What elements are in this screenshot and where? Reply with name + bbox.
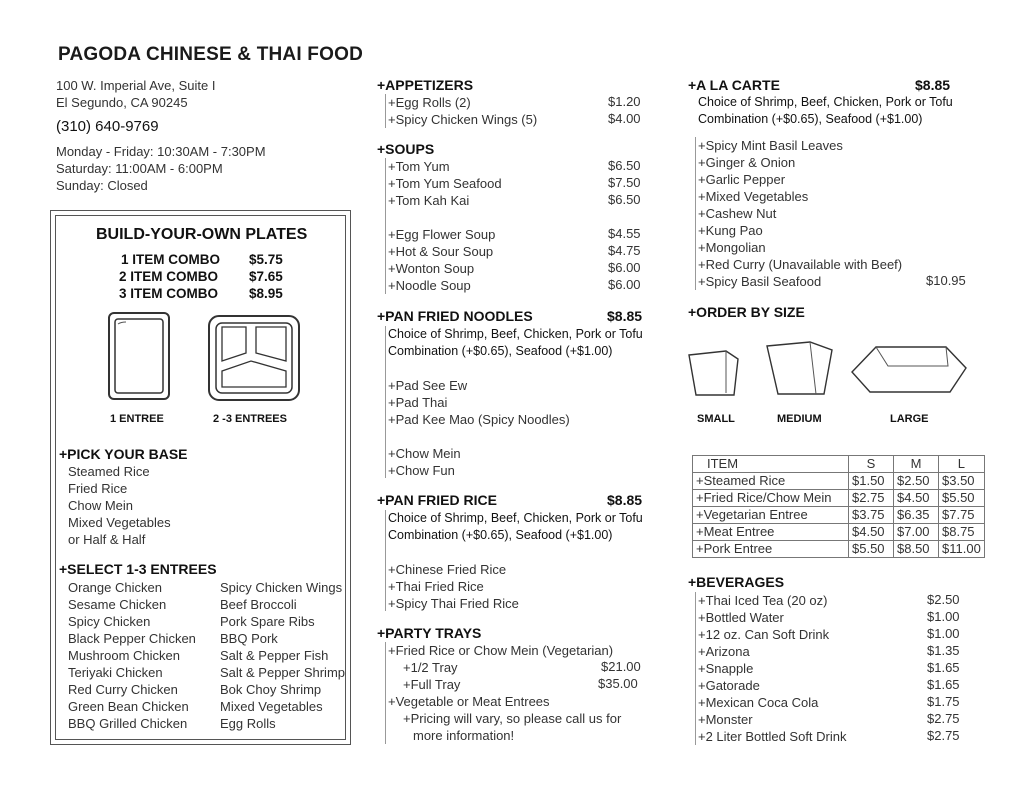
list-item: +Mongolian xyxy=(698,240,766,255)
list-item: Green Bean Chicken xyxy=(68,699,189,714)
menu-item-price: $6.00 xyxy=(608,260,641,275)
build-plates-title: BUILD-YOUR-OWN PLATES xyxy=(96,226,308,243)
table-cell: $6.35 xyxy=(894,507,939,524)
list-item: Fried Rice xyxy=(68,481,128,496)
table-cell: $5.50 xyxy=(849,541,894,558)
menu-item: +2 Liter Bottled Soft Drink xyxy=(698,729,847,744)
table-cell: +Pork Entree xyxy=(693,541,849,558)
menu-item-price: $21.00 xyxy=(601,659,641,674)
table-cell: $3.75 xyxy=(849,507,894,524)
menu-item-price: $10.95 xyxy=(926,273,966,288)
menu-item: +Fried Rice or Chow Mein (Vegetarian) xyxy=(388,643,614,658)
table-cell: $8.75 xyxy=(939,524,985,541)
table-cell: +Steamed Rice xyxy=(693,473,849,490)
three-compartment-container-icon xyxy=(206,313,302,403)
menu-item-price: $1.35 xyxy=(927,643,960,658)
list-item: BBQ Pork xyxy=(220,631,278,646)
combo-3-price: $8.95 xyxy=(249,286,283,301)
list-item: Orange Chicken xyxy=(68,580,162,595)
list-item: Black Pepper Chicken xyxy=(68,631,196,646)
alacarte-desc-1: Choice of Shrimp, Beef, Chicken, Pork or Tofu xyxy=(698,95,953,109)
pan-noodles-price: $8.85 xyxy=(607,308,643,324)
menu-item-price: $1.65 xyxy=(927,660,960,675)
column-header: L xyxy=(939,456,985,473)
multi-entree-label: 2 -3 ENTREES xyxy=(213,413,287,425)
list-item: +Cashew Nut xyxy=(698,206,777,221)
pan-rice-desc-1: Choice of Shrimp, Beef, Chicken, Pork or Tofu xyxy=(388,511,643,525)
menu-item: +Noodle Soup xyxy=(388,278,471,293)
column-header: ITEM xyxy=(693,456,849,473)
address-line-2: El Segundo, CA 90245 xyxy=(56,95,188,110)
pan-rice-desc-2: Combination (+$0.65), Seafood (+$1.00) xyxy=(388,528,613,542)
table-cell: $7.75 xyxy=(939,507,985,524)
table-cell: $4.50 xyxy=(849,524,894,541)
small-box-icon xyxy=(686,347,742,399)
menu-item: +Pad Kee Mao (Spicy Noodles) xyxy=(388,412,570,427)
menu-item: +Pad Thai xyxy=(388,395,448,410)
party-note-1: +Pricing will vary, so please call us for xyxy=(403,711,622,726)
menu-item-price: $7.50 xyxy=(608,175,641,190)
pan-rice-heading: +PAN FRIED RICE xyxy=(377,492,497,508)
soups-heading: +SOUPS xyxy=(377,141,435,157)
table-cell: +Vegetarian Entree xyxy=(693,507,849,524)
menu-item-price: $2.50 xyxy=(927,592,960,607)
menu-item: +Chinese Fried Rice xyxy=(388,562,507,577)
list-item: Teriyaki Chicken xyxy=(68,665,163,680)
party-trays-heading: +PARTY TRAYS xyxy=(377,625,482,641)
menu-item-price: $4.00 xyxy=(608,111,641,126)
list-item: +Garlic Pepper xyxy=(698,172,786,187)
list-item: Bok Choy Shrimp xyxy=(220,682,322,697)
menu-item: +Mexican Coca Cola xyxy=(698,695,819,710)
alacarte-rule xyxy=(695,137,696,290)
list-item: +Kung Pao xyxy=(698,223,763,238)
one-entree-container-icon xyxy=(106,310,172,402)
pan-noodles-heading: +PAN FRIED NOODLES xyxy=(377,308,533,324)
list-item: Salt & Pepper Fish xyxy=(220,648,329,663)
combo-2-price: $7.65 xyxy=(249,269,283,284)
pan-rice-price: $8.85 xyxy=(607,492,643,508)
menu-item: +Tom Yum xyxy=(388,159,450,174)
list-item: Mushroom Chicken xyxy=(68,648,180,663)
menu-item: +Spicy Chicken Wings (5) xyxy=(388,112,538,127)
table-header-row xyxy=(693,456,985,473)
menu-item-price: $1.75 xyxy=(927,694,960,709)
combo-3-name: 3 ITEM COMBO xyxy=(119,286,219,301)
alacarte-heading: +A LA CARTE xyxy=(688,77,780,93)
menu-item-price: $2.75 xyxy=(927,711,960,726)
appetizers-heading: +APPETIZERS xyxy=(377,77,474,93)
order-size-heading: +ORDER BY SIZE xyxy=(688,304,805,320)
entrees-left-list xyxy=(68,579,196,732)
medium-box-icon xyxy=(764,340,836,398)
menu-item: +Wonton Soup xyxy=(388,261,475,276)
menu-item: +Chow Fun xyxy=(388,463,455,478)
menu-item-price: $6.00 xyxy=(608,277,641,292)
address-line-1: 100 W. Imperial Ave, Suite I xyxy=(56,78,216,93)
menu-item-price: $1.65 xyxy=(927,677,960,692)
menu-item: +Chow Mein xyxy=(388,446,461,461)
table-cell: $4.50 xyxy=(894,490,939,507)
menu-item: +Hot & Sour Soup xyxy=(388,244,494,259)
menu-item: +Thai Fried Rice xyxy=(388,579,484,594)
hours-saturday: Saturday: 11:00AM - 6:00PM xyxy=(56,161,223,176)
alacarte-price: $8.85 xyxy=(915,77,951,93)
table-cell: $1.50 xyxy=(849,473,894,490)
size-price-table xyxy=(692,455,985,558)
alacarte-list xyxy=(698,137,902,290)
entrees-right-list xyxy=(220,579,345,732)
restaurant-title: PAGODA CHINESE & THAI FOOD xyxy=(58,44,363,65)
pan-noodles-desc-1: Choice of Shrimp, Beef, Chicken, Pork or Tofu xyxy=(388,327,643,341)
column-header: M xyxy=(894,456,939,473)
list-item: Spicy Chicken Wings xyxy=(220,580,343,595)
column-header: S xyxy=(849,456,894,473)
party-trays-rule xyxy=(385,642,386,744)
menu-item: +Full Tray xyxy=(403,677,461,692)
menu-item-price: $6.50 xyxy=(608,158,641,173)
menu-item: +Thai Iced Tea (20 oz) xyxy=(698,593,828,608)
table-cell: $8.50 xyxy=(894,541,939,558)
menu-item: +12 oz. Can Soft Drink xyxy=(698,627,830,642)
pan-noodles-rule xyxy=(385,326,386,478)
list-item: Steamed Rice xyxy=(68,464,150,479)
menu-item-price: $1.00 xyxy=(927,626,960,641)
base-list xyxy=(68,463,171,548)
soups-rule xyxy=(385,158,386,294)
table-cell: $2.75 xyxy=(849,490,894,507)
hours-sunday: Sunday: Closed xyxy=(56,178,148,193)
table-row xyxy=(693,541,985,558)
list-item: Mixed Vegetables xyxy=(220,699,323,714)
list-item: Beef Broccoli xyxy=(220,597,297,612)
list-item: +Mixed Vegetables xyxy=(698,189,809,204)
menu-item-price: $1.00 xyxy=(927,609,960,624)
table-row xyxy=(693,473,985,490)
table-row xyxy=(693,524,985,541)
menu-item: +Egg Flower Soup xyxy=(388,227,496,242)
menu-item: +1/2 Tray xyxy=(403,660,458,675)
list-item: Chow Mein xyxy=(68,498,134,513)
list-item: Red Curry Chicken xyxy=(68,682,178,697)
one-entree-label: 1 ENTREE xyxy=(110,413,164,425)
menu-item-price: $4.55 xyxy=(608,226,641,241)
pick-base-heading: +PICK YOUR BASE xyxy=(59,446,188,462)
menu-item: +Monster xyxy=(698,712,753,727)
menu-item: +Egg Rolls (2) xyxy=(388,95,471,110)
small-label: SMALL xyxy=(697,413,735,425)
table-row xyxy=(693,490,985,507)
menu-item: +Pad See Ew xyxy=(388,378,468,393)
combo-1-price: $5.75 xyxy=(249,252,283,267)
menu-item: +Arizona xyxy=(698,644,750,659)
table-cell: $3.50 xyxy=(939,473,985,490)
pan-noodles-desc-2: Combination (+$0.65), Seafood (+$1.00) xyxy=(388,344,613,358)
menu-item-price: $1.20 xyxy=(608,94,641,109)
list-item: +Spicy Mint Basil Leaves xyxy=(698,138,843,153)
list-item: +Red Curry (Unavailable with Beef) xyxy=(698,257,903,272)
table-cell: +Meat Entree xyxy=(693,524,849,541)
large-box-icon xyxy=(848,344,970,396)
menu-item-price: $6.50 xyxy=(608,192,641,207)
table-cell: $2.50 xyxy=(894,473,939,490)
list-item: +Ginger & Onion xyxy=(698,155,796,170)
table-cell: $5.50 xyxy=(939,490,985,507)
menu-item-price: $35.00 xyxy=(598,676,638,691)
menu-item-price: $2.75 xyxy=(927,728,960,743)
table-row xyxy=(693,507,985,524)
hours-weekday: Monday - Friday: 10:30AM - 7:30PM xyxy=(56,144,266,159)
list-item: or Half & Half xyxy=(68,532,146,547)
menu-item: +Snapple xyxy=(698,661,754,676)
table-cell: $11.00 xyxy=(939,541,985,558)
list-item: Salt & Pepper Shrimp xyxy=(220,665,346,680)
beverages-rule xyxy=(695,592,696,745)
beverages-heading: +BEVERAGES xyxy=(688,574,785,590)
menu-item: +Tom Kah Kai xyxy=(388,193,470,208)
party-note-2: more information! xyxy=(413,728,515,743)
combo-1-name: 1 ITEM COMBO xyxy=(121,252,221,267)
list-item: Pork Spare Ribs xyxy=(220,614,315,629)
menu-item: +Gatorade xyxy=(698,678,760,693)
pan-rice-rule xyxy=(385,510,386,611)
table-cell: +Fried Rice/Chow Mein xyxy=(693,490,849,507)
list-item: Mixed Vegetables xyxy=(68,515,171,530)
menu-item-price: $4.75 xyxy=(608,243,641,258)
medium-label: MEDIUM xyxy=(777,413,822,425)
menu-item: +Bottled Water xyxy=(698,610,784,625)
list-item: Egg Rolls xyxy=(220,716,276,731)
list-item: Sesame Chicken xyxy=(68,597,167,612)
menu-item: +Spicy Thai Fried Rice xyxy=(388,596,519,611)
alacarte-desc-2: Combination (+$0.65), Seafood (+$1.00) xyxy=(698,112,923,126)
select-entrees-heading: +SELECT 1-3 ENTREES xyxy=(59,561,217,577)
combo-2-name: 2 ITEM COMBO xyxy=(119,269,219,284)
list-item: Spicy Chicken xyxy=(68,614,151,629)
large-label: LARGE xyxy=(890,413,929,425)
menu-item: +Vegetable or Meat Entrees xyxy=(388,694,550,709)
menu-item: +Tom Yum Seafood xyxy=(388,176,502,191)
table-cell: $7.00 xyxy=(894,524,939,541)
appetizers-rule xyxy=(385,94,386,128)
list-item: BBQ Grilled Chicken xyxy=(68,716,188,731)
list-item: +Spicy Basil Seafood xyxy=(698,274,822,289)
phone-number[interactable]: (310) 640-9769 xyxy=(56,118,159,135)
